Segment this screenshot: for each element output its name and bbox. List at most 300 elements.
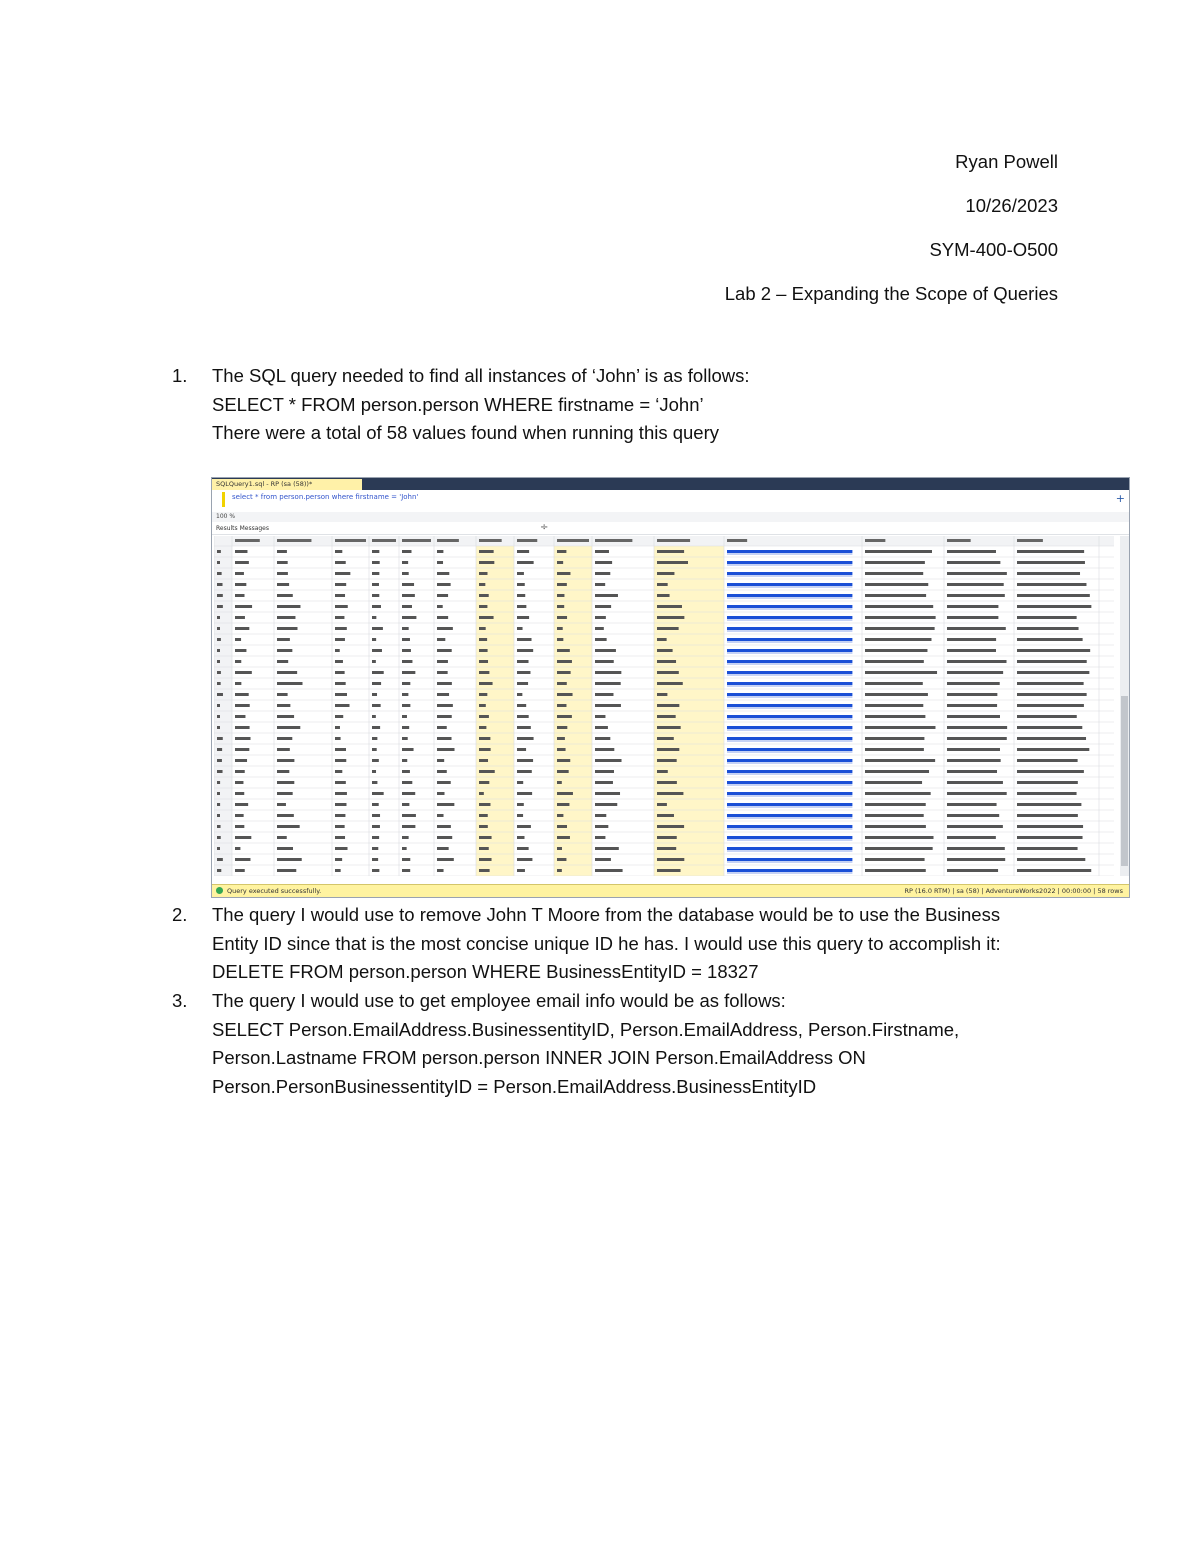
cell-text — [517, 704, 526, 707]
cell-text — [235, 759, 247, 762]
cell-text — [402, 561, 408, 564]
cell-text — [372, 759, 379, 762]
xml-link-cell — [727, 847, 852, 850]
cell-text — [277, 660, 288, 663]
cell-text — [657, 715, 676, 718]
cell-text — [517, 671, 530, 674]
cell-text — [372, 715, 376, 718]
cell-text — [372, 638, 376, 641]
cell-text — [557, 693, 573, 696]
item-line: Person.Lastname FROM person.person INNER JOIN Person.EmailAddress ON — [212, 1047, 866, 1068]
results-grid[interactable] — [214, 536, 1114, 876]
cell-text — [217, 737, 223, 740]
scroll-thumb[interactable] — [1121, 696, 1128, 866]
date: 10/26/2023 — [965, 195, 1058, 216]
cell-text — [947, 825, 1003, 828]
cell-text — [277, 693, 288, 696]
column-header-text — [235, 539, 260, 542]
cell-text — [277, 836, 287, 839]
item-line: The SQL query needed to find all instances of ‘John’ is as follows: — [212, 365, 750, 386]
vertical-scrollbar[interactable] — [1120, 536, 1129, 876]
column-header-text — [947, 539, 971, 542]
ssms-screenshot — [211, 477, 1130, 898]
cell-text — [557, 825, 567, 828]
cell-text — [277, 682, 303, 685]
cell-text — [657, 770, 668, 773]
xml-link-cell — [727, 803, 852, 806]
cell-text — [277, 671, 297, 674]
cell-text — [865, 627, 935, 630]
cell-text — [865, 704, 923, 707]
cell-text — [235, 726, 250, 729]
cell-text — [479, 858, 492, 861]
cell-text — [1017, 561, 1085, 564]
cell-text — [557, 803, 569, 806]
cell-text — [557, 561, 563, 564]
cell-text — [335, 803, 346, 806]
cell-text — [335, 759, 346, 762]
cell-text — [372, 693, 377, 696]
cell-text — [372, 825, 380, 828]
cell-text — [235, 825, 244, 828]
cell-text — [437, 858, 454, 861]
cell-text — [402, 550, 411, 553]
cell-text — [657, 759, 677, 762]
query-tab-label: SQLQuery1.sql - RP (sa (58))* — [216, 480, 313, 488]
cell-text — [235, 616, 245, 619]
cell-text — [277, 770, 289, 773]
cell-text — [402, 748, 414, 751]
cell-text — [437, 649, 452, 652]
cell-text — [277, 803, 286, 806]
cell-text — [947, 550, 996, 553]
cell-text — [437, 561, 443, 564]
cell-text — [217, 803, 220, 806]
cell-text — [402, 836, 409, 839]
cell-text — [217, 792, 220, 795]
cell-text — [335, 836, 345, 839]
cell-text — [557, 638, 563, 641]
cell-text — [557, 704, 566, 707]
cell-text — [402, 605, 412, 608]
lab-title: Lab 2 – Expanding the Scope of Queries — [724, 283, 1058, 304]
cell-text — [217, 583, 223, 586]
cell-text — [595, 869, 623, 872]
cell-text — [947, 682, 1000, 685]
xml-link-cell — [727, 737, 852, 740]
cell-text — [595, 550, 609, 553]
cell-text — [277, 759, 294, 762]
cell-text — [865, 671, 937, 674]
item-line: SELECT * FROM person.person WHERE firstname = ‘John’ — [212, 393, 704, 415]
cell-text — [595, 583, 605, 586]
course-code: SYM-400-O500 — [929, 239, 1058, 260]
cell-text — [595, 792, 620, 795]
cell-text — [947, 715, 1000, 718]
cell-text — [595, 770, 614, 773]
cell-text — [217, 770, 223, 773]
cell-text — [235, 693, 249, 696]
cell-text — [595, 715, 605, 718]
cell-text — [372, 682, 381, 685]
cell-text — [479, 781, 489, 784]
cell-text — [657, 803, 667, 806]
cell-text — [657, 605, 682, 608]
cell-text — [947, 781, 1003, 784]
cell-text — [479, 803, 490, 806]
cell-text — [557, 660, 572, 663]
cell-text — [947, 583, 1004, 586]
cell-text — [235, 748, 249, 751]
cell-text — [335, 715, 343, 718]
cell-text — [517, 638, 532, 641]
cell-text — [402, 660, 412, 663]
cell-text — [517, 836, 524, 839]
cell-text — [235, 792, 244, 795]
item-number: 3. — [172, 990, 188, 1011]
cell-text — [217, 616, 220, 619]
zoom-level[interactable]: 100 % — [212, 512, 1129, 522]
cell-text — [479, 759, 488, 762]
cell-text — [479, 704, 486, 707]
cell-text — [657, 649, 673, 652]
xml-link-cell — [727, 616, 852, 619]
query-tab[interactable] — [212, 479, 362, 490]
cell-text — [865, 649, 927, 652]
cell-text — [235, 605, 252, 608]
cell-text — [277, 814, 294, 817]
cell-text — [217, 649, 220, 652]
cell-text — [277, 869, 296, 872]
cell-text — [437, 759, 444, 762]
cell-text — [517, 715, 529, 718]
cell-text — [947, 704, 997, 707]
xml-link-cell — [727, 572, 852, 575]
cell-text — [1017, 781, 1078, 784]
cell-text — [657, 572, 674, 575]
cell-text — [479, 693, 487, 696]
cell-text — [277, 748, 290, 751]
cell-text — [657, 748, 679, 751]
cell-text — [865, 792, 931, 795]
cell-text — [595, 638, 607, 641]
cell-text — [437, 792, 445, 795]
item-line: Entity ID since that is the most concise unique ID he has. I would use this query to accomplish it: — [212, 932, 1001, 954]
cell-text — [479, 649, 488, 652]
cell-text — [437, 550, 443, 553]
cell-text — [402, 770, 410, 773]
cell-text — [557, 605, 564, 608]
cell-text — [235, 550, 247, 553]
cell-text — [517, 550, 529, 553]
cell-text — [437, 671, 448, 674]
cell-text — [335, 737, 341, 740]
item-line: The query I would use to get employee email info would be as follows: — [212, 990, 786, 1011]
cell-text — [657, 583, 668, 586]
cell-text — [657, 869, 681, 872]
cell-text — [402, 594, 415, 597]
cell-text — [479, 814, 488, 817]
cell-text — [557, 858, 566, 861]
cell-text — [235, 572, 244, 575]
cell-text — [217, 572, 222, 575]
cell-text — [865, 572, 923, 575]
cell-text — [437, 737, 452, 740]
cell-text — [1017, 803, 1081, 806]
cell-text — [517, 781, 523, 784]
cell-text — [1017, 858, 1085, 861]
cell-text — [217, 561, 220, 564]
cell-text — [372, 616, 376, 619]
cell-text — [557, 792, 573, 795]
cell-text — [372, 726, 380, 729]
cell-text — [217, 671, 221, 674]
cell-text — [595, 858, 611, 861]
cell-text — [657, 847, 676, 850]
cell-text — [217, 869, 221, 872]
cell-text — [865, 803, 926, 806]
change-marker — [222, 492, 225, 507]
expand-icon[interactable]: + — [1115, 492, 1125, 505]
cell-text — [1017, 792, 1077, 795]
cell-text — [479, 616, 494, 619]
cell-text — [1017, 737, 1086, 740]
cell-text — [657, 858, 684, 861]
cell-text — [947, 572, 1007, 575]
cell-text — [479, 715, 489, 718]
cell-text — [372, 572, 379, 575]
cell-text — [217, 704, 220, 707]
xml-link-cell — [727, 671, 852, 674]
cell-text — [479, 605, 487, 608]
cell-text — [865, 781, 922, 784]
cell-text — [517, 572, 524, 575]
cell-text — [479, 737, 490, 740]
cell-text — [657, 682, 683, 685]
cell-text — [372, 583, 379, 586]
cell-text — [372, 770, 376, 773]
cell-text — [557, 847, 562, 850]
cell-text — [235, 803, 248, 806]
cell-text — [335, 792, 347, 795]
xml-link-cell — [727, 759, 852, 762]
cell-text — [865, 858, 925, 861]
xml-link-cell — [727, 550, 852, 553]
cell-text — [557, 726, 567, 729]
xml-link-cell — [727, 660, 852, 663]
cell-text — [402, 616, 416, 619]
cell-text — [335, 594, 345, 597]
xml-link-cell — [727, 594, 852, 597]
cell-text — [1017, 660, 1087, 663]
cell-text — [217, 781, 220, 784]
cell-text — [595, 649, 616, 652]
cell-text — [947, 737, 1007, 740]
cell-text — [557, 572, 570, 575]
cell-text — [1017, 748, 1089, 751]
cell-text — [437, 693, 449, 696]
cell-text — [235, 682, 241, 685]
cell-text — [402, 693, 408, 696]
cell-text — [1017, 572, 1080, 575]
cell-text — [657, 726, 681, 729]
xml-link-cell — [727, 638, 852, 641]
cell-text — [595, 594, 618, 597]
cell-text — [865, 748, 924, 751]
cell-text — [372, 847, 378, 850]
cell-text — [517, 858, 532, 861]
results-tabs[interactable]: Results Messages — [216, 525, 269, 532]
cell-text — [517, 869, 525, 872]
cell-text — [235, 858, 250, 861]
cell-text — [657, 671, 679, 674]
cell-text — [277, 627, 297, 630]
cell-text — [595, 671, 621, 674]
cell-text — [947, 836, 996, 839]
cell-text — [402, 638, 410, 641]
cell-text — [517, 605, 526, 608]
cell-text — [372, 836, 379, 839]
cell-text — [277, 638, 290, 641]
cell-text — [437, 715, 452, 718]
cell-text — [437, 704, 453, 707]
item-number: 2. — [172, 904, 188, 925]
cell-text — [335, 770, 342, 773]
cell-text — [595, 803, 617, 806]
cell-text — [657, 627, 679, 630]
cell-text — [479, 748, 491, 751]
cell-text — [277, 704, 290, 707]
cell-text — [517, 770, 532, 773]
cell-text — [437, 814, 444, 817]
cell-text — [372, 781, 377, 784]
cell-text — [865, 583, 928, 586]
cell-text — [277, 572, 288, 575]
cell-text — [947, 869, 998, 872]
cell-text — [217, 605, 223, 608]
cell-text — [402, 572, 409, 575]
xml-link-cell — [727, 770, 852, 773]
item-line: DELETE FROM person.person WHERE BusinessEntityID = 18327 — [212, 961, 759, 982]
cell-text — [865, 594, 926, 597]
cell-text — [947, 638, 996, 641]
cell-text — [372, 737, 377, 740]
cell-text — [1017, 759, 1078, 762]
cell-text — [372, 550, 379, 553]
status-message: Query executed successfully. — [227, 887, 322, 895]
cell-text — [947, 627, 1006, 630]
cell-text — [1017, 704, 1084, 707]
cell-text — [657, 638, 667, 641]
cell-text — [595, 737, 610, 740]
cell-text — [217, 660, 220, 663]
cell-text — [335, 781, 346, 784]
cell-text — [437, 594, 448, 597]
xml-link-cell — [727, 836, 852, 839]
cell-text — [517, 583, 525, 586]
cell-text — [372, 792, 384, 795]
cell-text — [479, 550, 494, 553]
cell-text — [557, 770, 569, 773]
cell-text — [947, 693, 997, 696]
cell-text — [557, 748, 566, 751]
cell-text — [437, 682, 452, 685]
cell-text — [557, 627, 563, 630]
cell-text — [372, 814, 380, 817]
splitter-icon[interactable]: ÷ — [540, 522, 549, 533]
cell-text — [1017, 869, 1091, 872]
cell-text — [947, 803, 997, 806]
cell-text — [657, 737, 674, 740]
cell-text — [217, 594, 223, 597]
cell-text — [437, 825, 451, 828]
cell-text — [517, 759, 533, 762]
cell-text — [277, 561, 288, 564]
cell-text — [557, 869, 562, 872]
cell-text — [479, 682, 493, 685]
cell-text — [277, 858, 302, 861]
cell-text — [865, 660, 924, 663]
cell-text — [335, 605, 348, 608]
cell-text — [235, 671, 252, 674]
cell-text — [235, 704, 250, 707]
cell-text — [595, 759, 622, 762]
cell-text — [517, 825, 531, 828]
cell-text — [557, 649, 570, 652]
cell-text — [335, 649, 340, 652]
cell-text — [595, 572, 610, 575]
cell-text — [947, 616, 998, 619]
cell-text — [235, 847, 240, 850]
query-editor[interactable] — [212, 490, 1129, 513]
cell-text — [217, 836, 221, 839]
cell-text — [372, 561, 380, 564]
cell-text — [517, 737, 534, 740]
cell-text — [277, 583, 289, 586]
status-connection-info: RP (16.0 RTM) | sa (58) | AdventureWorks2022 | 00:00:00 | 58 rows — [904, 887, 1123, 895]
cell-text — [335, 814, 345, 817]
cell-text — [235, 814, 244, 817]
column-header-text — [437, 539, 459, 542]
cell-text — [595, 561, 612, 564]
cell-text — [865, 715, 925, 718]
cell-text — [595, 704, 621, 707]
cell-text — [865, 814, 924, 817]
cell-text — [865, 869, 926, 872]
cell-text — [517, 616, 529, 619]
xml-link-cell — [727, 869, 852, 872]
cell-text — [437, 583, 451, 586]
cell-text — [1017, 836, 1083, 839]
item-number: 1. — [172, 365, 188, 386]
cell-text — [335, 671, 345, 674]
cell-text — [865, 836, 934, 839]
cell-text — [277, 792, 293, 795]
cell-text — [557, 594, 564, 597]
cell-text — [657, 704, 679, 707]
header-block — [725, 140, 1058, 316]
cell-text — [865, 638, 931, 641]
cell-text — [479, 847, 489, 850]
cell-text — [557, 583, 567, 586]
cell-text — [557, 715, 572, 718]
cell-text — [1017, 814, 1078, 817]
cell-text — [657, 836, 677, 839]
cell-text — [1017, 649, 1090, 652]
cell-text — [1017, 726, 1082, 729]
column-header-text — [1017, 539, 1043, 542]
cell-text — [865, 825, 926, 828]
